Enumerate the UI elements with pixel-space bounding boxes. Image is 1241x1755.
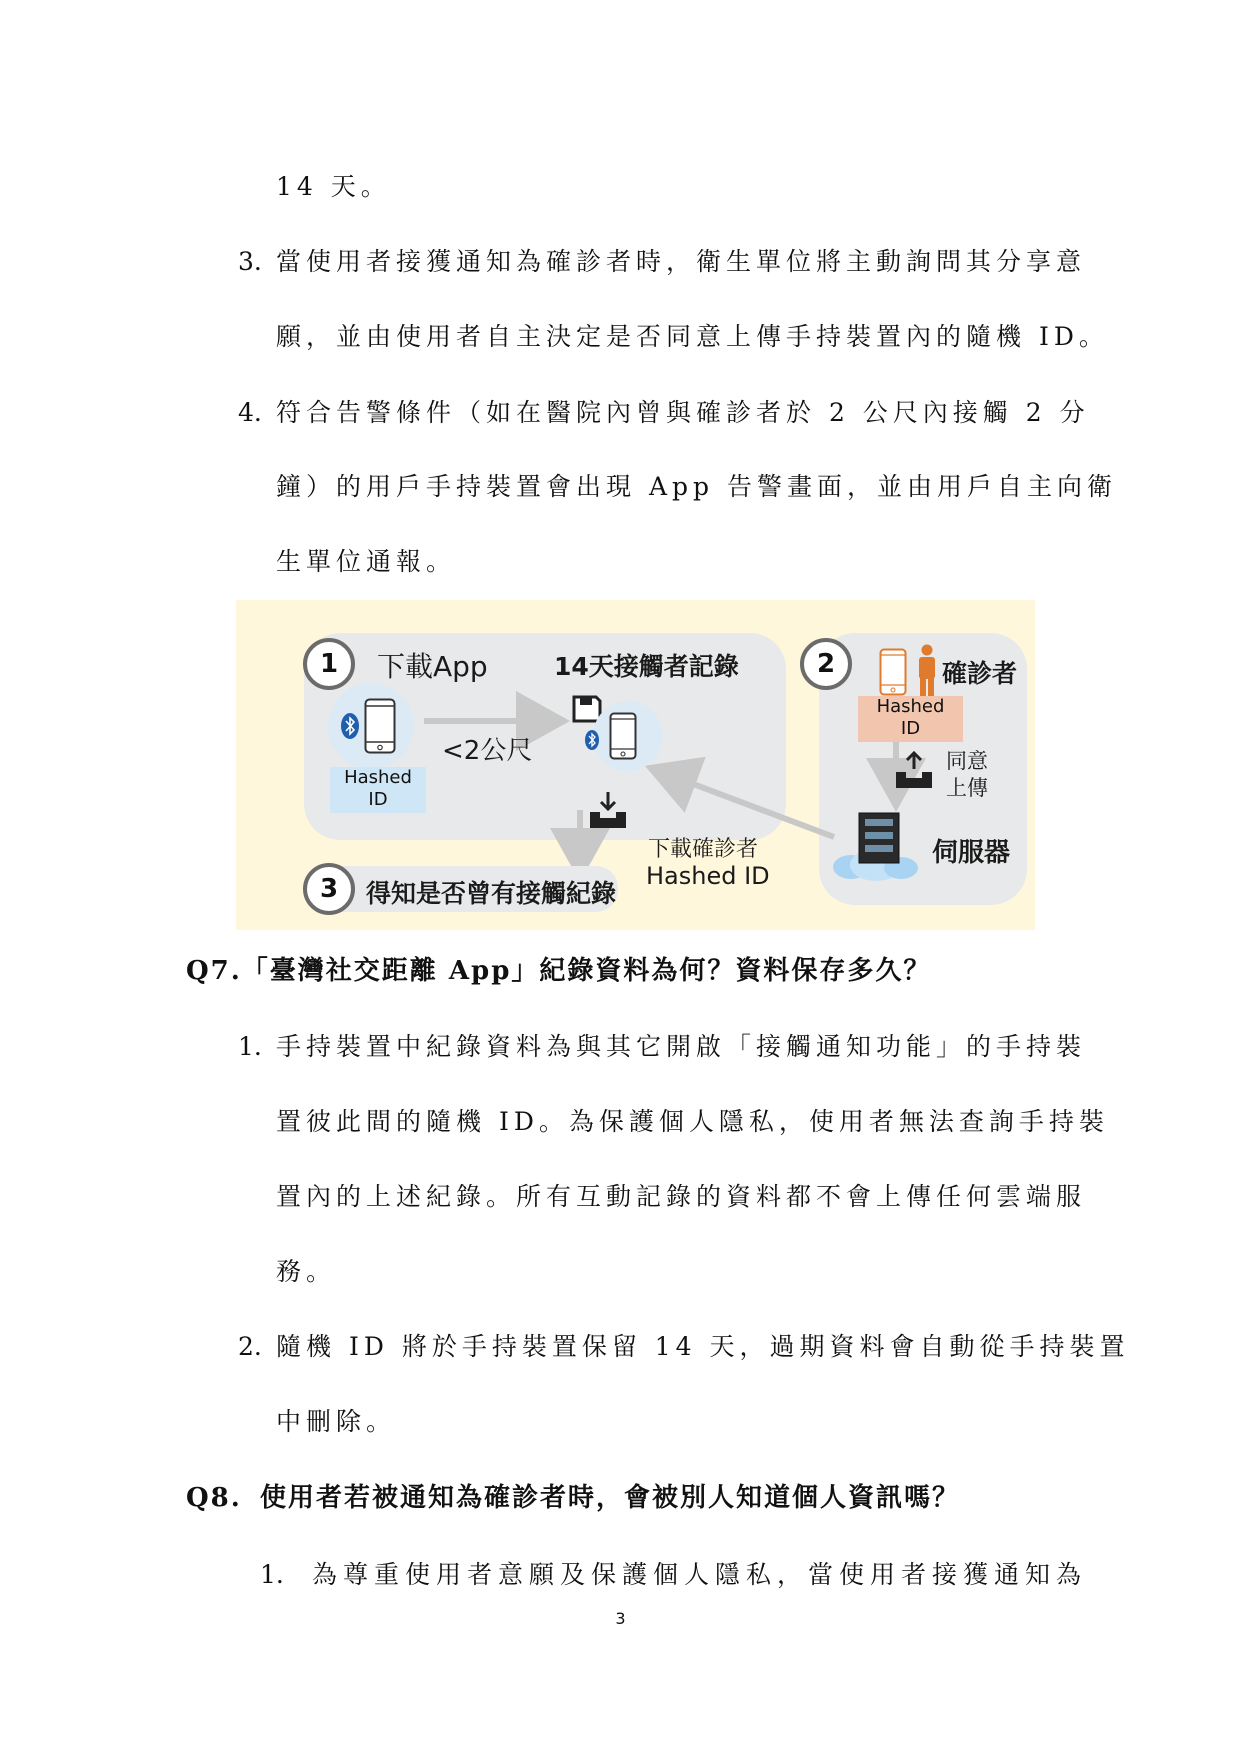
download-confirmed-label: 下載確診者 xyxy=(648,837,759,862)
text-line: 14 天。 xyxy=(276,172,391,201)
q8-heading: 使用者若被通知為確診者時，會被別人知道個人資訊嗎？ xyxy=(260,1483,961,1513)
q7-heading: Q7.「臺灣社交距離 App」紀錄資料為何？資料保存多久？ xyxy=(186,956,932,986)
text-line: 中刪除。 xyxy=(276,1407,397,1436)
step-2-badge: 2 xyxy=(800,638,852,690)
hashed-id-right: Hashed ID xyxy=(858,696,963,742)
smartphone-icon xyxy=(879,648,907,696)
text-line: 隨機 ID 將於手持裝置保留 14 天，過期資料會自動從手持裝置 xyxy=(276,1332,1130,1361)
consent-upload-label: 同意 上傳 xyxy=(946,749,988,800)
contact-tracing-diagram xyxy=(236,600,1035,930)
page-number: 3 xyxy=(615,1609,626,1628)
text-line: 為尊重使用者意願及保護個人隱私，當使用者接獲通知為 xyxy=(312,1560,1088,1589)
list-number: 1. xyxy=(260,1560,284,1589)
cloud-server-icon xyxy=(831,805,921,885)
text-line: 生單位通報。 xyxy=(276,547,457,576)
smartphone-icon xyxy=(609,712,637,760)
list-number: 1. xyxy=(238,1032,262,1061)
list-number: 2. xyxy=(238,1332,262,1361)
bluetooth-icon xyxy=(341,713,359,739)
step-1-label: 下載App xyxy=(377,650,488,683)
server-label: 伺服器 xyxy=(932,838,1011,868)
step-3-label: 得知是否曾有接觸紀錄 xyxy=(366,879,617,908)
confirmed-case-label: 確診者 xyxy=(942,659,1018,688)
upload-tray-icon xyxy=(894,750,934,790)
text-line: 符合告警條件（如在醫院內曾與確診者於 2 公尺內接觸 2 分 xyxy=(276,398,1090,427)
text-line: 鐘）的用戶手持裝置會出現 App 告警畫面，並由用戶自主向衛 xyxy=(276,472,1117,501)
text-line: 當使用者接獲通知為確診者時，衛生單位將主動詢問其分享意 xyxy=(276,247,1087,276)
contact-record-label: 14天接觸者記錄 xyxy=(554,652,739,681)
hashed-id-left: Hashed ID xyxy=(330,767,426,813)
text-line: 置內的上述紀錄。所有互動記錄的資料都不會上傳任何雲端服 xyxy=(276,1182,1087,1211)
download-tray-icon xyxy=(588,790,628,830)
step-1-badge: 1 xyxy=(303,638,355,690)
list-number: 4. xyxy=(238,398,262,427)
download-hashed-label: Hashed ID xyxy=(646,862,770,890)
list-number: 3. xyxy=(238,247,262,276)
distance-label: <2公尺 xyxy=(442,736,533,766)
text-line: 務。 xyxy=(276,1257,337,1286)
bluetooth-icon xyxy=(585,730,599,750)
text-line: 願，並由使用者自主決定是否同意上傳手持裝置內的隨機 ID。 xyxy=(276,322,1109,351)
step-3-badge: 3 xyxy=(303,863,355,915)
text-line: 置彼此間的隨機 ID。為保護個人隱私，使用者無法查詢手持裝 xyxy=(276,1107,1109,1136)
q8-heading-number: Q8. xyxy=(186,1483,242,1513)
text-line: 手持裝置中紀錄資料為與其它開啟「接觸通知功能」的手持裝 xyxy=(276,1032,1087,1061)
smartphone-icon xyxy=(364,698,396,754)
person-icon xyxy=(916,644,938,700)
